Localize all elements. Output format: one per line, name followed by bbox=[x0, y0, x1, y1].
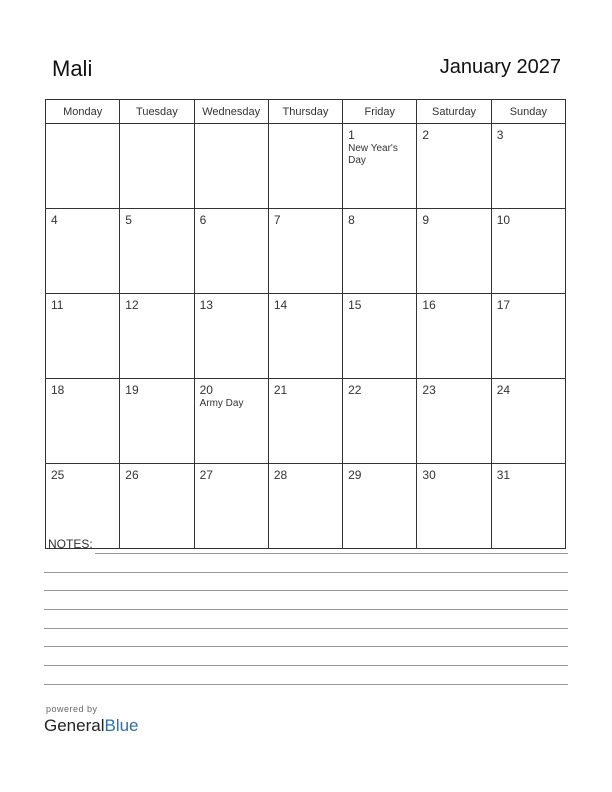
day-number: 27 bbox=[199, 468, 213, 482]
day-number: 26 bbox=[125, 468, 139, 482]
day-number: 19 bbox=[125, 383, 139, 397]
powered-by-text: powered by bbox=[46, 704, 98, 714]
day-cell bbox=[46, 464, 120, 549]
day-number: 17 bbox=[496, 298, 511, 312]
day-cell bbox=[194, 124, 268, 209]
day-number: 23 bbox=[422, 383, 436, 397]
calendar-body bbox=[46, 124, 566, 549]
day-cell bbox=[491, 294, 565, 379]
day-cell bbox=[268, 124, 342, 209]
day-cell bbox=[268, 209, 342, 294]
note-line bbox=[44, 665, 568, 666]
holiday-label: Army Day bbox=[199, 398, 244, 409]
day-cell bbox=[491, 379, 565, 464]
notes-label: NOTES: bbox=[48, 537, 93, 551]
day-number: 20 bbox=[199, 383, 213, 397]
day-cell bbox=[194, 464, 268, 549]
country-title: Mali bbox=[52, 56, 93, 81]
day-number: 1 bbox=[348, 128, 355, 142]
note-line bbox=[44, 684, 568, 685]
day-number: 25 bbox=[51, 468, 65, 482]
day-cell bbox=[417, 124, 491, 209]
day-number: 21 bbox=[273, 383, 288, 397]
day-cell bbox=[417, 379, 491, 464]
day-number: 12 bbox=[125, 298, 139, 312]
note-line bbox=[95, 553, 568, 554]
day-cell bbox=[417, 464, 491, 549]
day-number: 9 bbox=[422, 213, 430, 227]
day-cell bbox=[343, 124, 417, 209]
weekday-wednesday: Wednesday bbox=[194, 100, 268, 124]
day-number: 5 bbox=[125, 213, 132, 227]
day-number: 30 bbox=[422, 468, 436, 482]
day-cell bbox=[491, 209, 565, 294]
brand-general: General bbox=[44, 716, 105, 735]
week-row bbox=[46, 294, 566, 379]
note-line bbox=[44, 572, 568, 573]
week-row bbox=[46, 464, 566, 549]
day-number: 2 bbox=[422, 128, 430, 142]
weekday-tuesday: Tuesday bbox=[120, 100, 194, 124]
day-cell bbox=[343, 209, 417, 294]
day-cell bbox=[194, 209, 268, 294]
day-number: 13 bbox=[199, 298, 213, 312]
calendar-grid bbox=[45, 99, 566, 549]
week-row bbox=[46, 209, 566, 294]
day-cell bbox=[343, 294, 417, 379]
day-number: 31 bbox=[496, 468, 511, 482]
day-cell bbox=[268, 464, 342, 549]
day-number: 29 bbox=[348, 468, 362, 482]
day-number: 15 bbox=[348, 298, 362, 312]
day-cell bbox=[46, 124, 120, 209]
day-cell bbox=[46, 209, 120, 294]
holiday-label: New Year's Day bbox=[348, 143, 398, 166]
day-cell bbox=[268, 294, 342, 379]
day-cell bbox=[194, 379, 268, 464]
day-number: 6 bbox=[199, 213, 207, 227]
weekday-thursday: Thursday bbox=[268, 100, 342, 124]
day-cell bbox=[46, 294, 120, 379]
day-number: 10 bbox=[496, 213, 511, 227]
weekday-header-row bbox=[46, 100, 566, 124]
week-row bbox=[46, 379, 566, 464]
day-cell bbox=[120, 464, 194, 549]
note-line bbox=[44, 646, 568, 647]
day-number: 11 bbox=[51, 298, 64, 312]
weekday-sunday: Sunday bbox=[491, 100, 565, 124]
day-number: 16 bbox=[422, 298, 436, 312]
day-cell bbox=[268, 379, 342, 464]
day-cell bbox=[417, 209, 491, 294]
day-number: 7 bbox=[273, 213, 281, 227]
day-number: 8 bbox=[348, 213, 355, 227]
day-cell bbox=[343, 379, 417, 464]
brand-logo bbox=[44, 716, 139, 736]
weekday-friday: Friday bbox=[343, 100, 417, 124]
note-line bbox=[44, 628, 568, 629]
note-line bbox=[44, 609, 568, 610]
day-cell bbox=[417, 294, 491, 379]
day-number: 18 bbox=[51, 383, 65, 397]
day-number: 24 bbox=[496, 383, 511, 397]
day-number: 28 bbox=[273, 468, 288, 482]
day-number: 14 bbox=[273, 298, 288, 312]
brand-blue: Blue bbox=[104, 716, 139, 735]
day-cell bbox=[120, 379, 194, 464]
note-line bbox=[44, 590, 568, 591]
day-number: 3 bbox=[496, 128, 504, 142]
weekday-monday: Monday bbox=[46, 100, 120, 124]
month-title: January 2027 bbox=[439, 56, 561, 78]
day-number: 22 bbox=[348, 383, 362, 397]
day-cell bbox=[491, 464, 565, 549]
weekday-saturday: Saturday bbox=[417, 100, 491, 124]
day-cell bbox=[46, 379, 120, 464]
day-cell bbox=[120, 209, 194, 294]
day-cell bbox=[120, 294, 194, 379]
day-number: 4 bbox=[51, 213, 58, 227]
day-cell bbox=[343, 464, 417, 549]
day-cell bbox=[194, 294, 268, 379]
day-cell bbox=[120, 124, 194, 209]
week-row bbox=[46, 124, 566, 209]
day-cell bbox=[491, 124, 565, 209]
